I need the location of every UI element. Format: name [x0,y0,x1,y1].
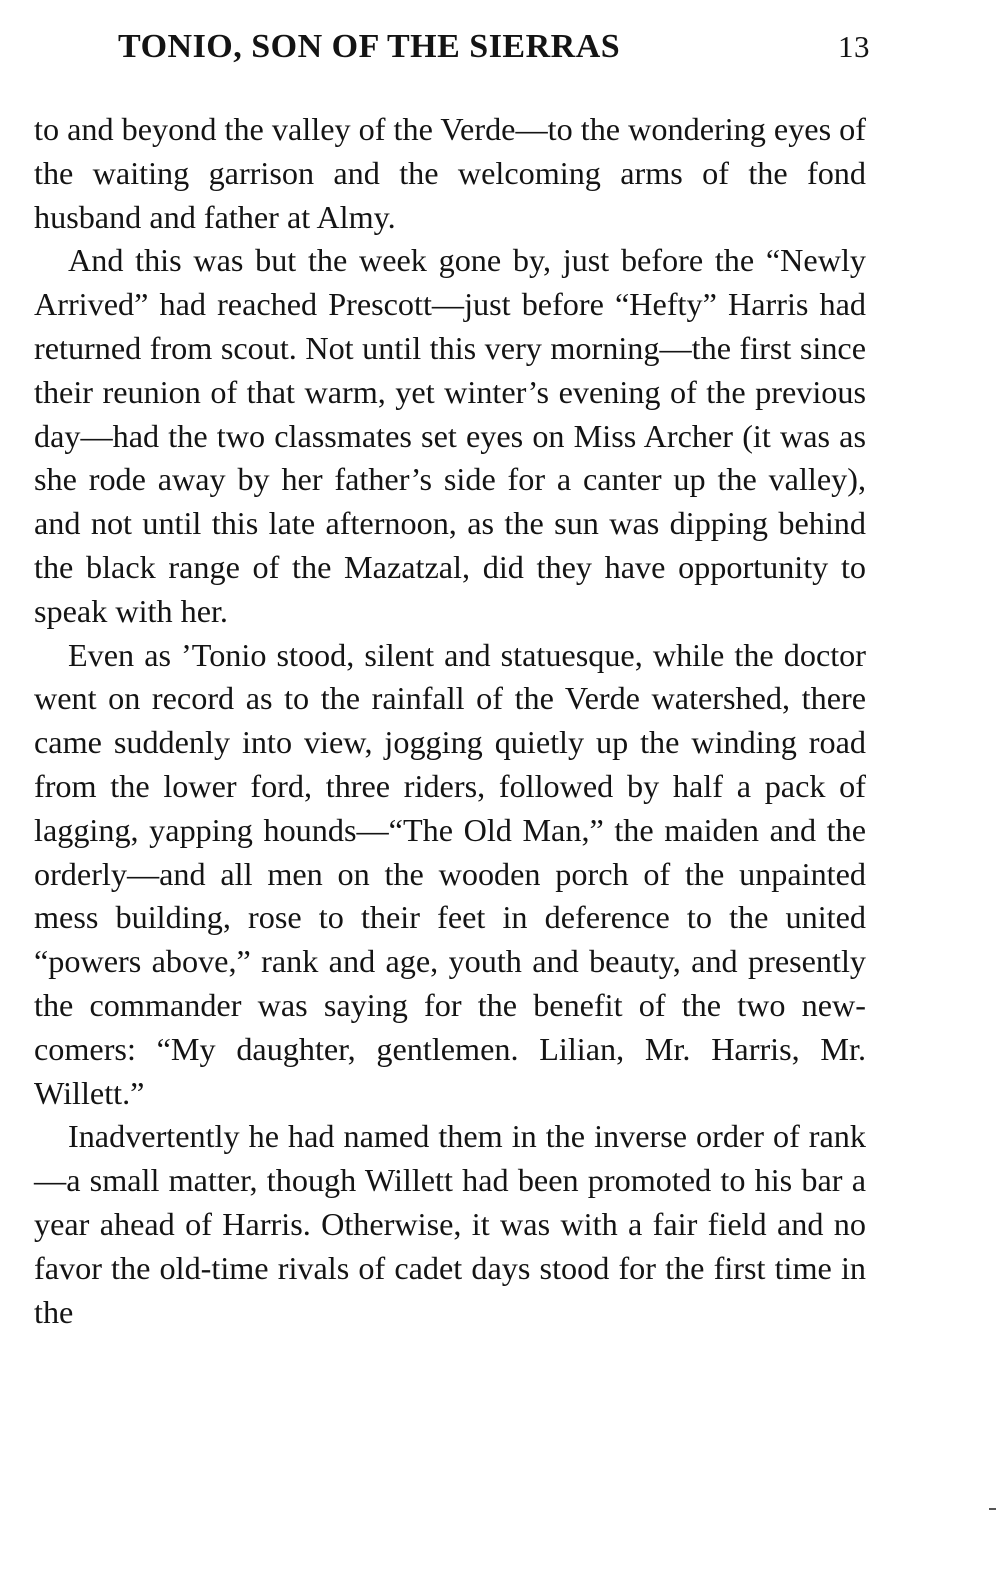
text-body [34,108,866,1334]
paragraph-1: to and beyond the valley of the Verde—to the wondering eyes of the waiting garrison and the welcoming arms of the fond husband and father at Almy. [34,111,866,235]
paragraph-3: Even as ’Tonio stood, silent and statuesque, while the doctor went on record as to the rainfall of the Verde watershed, there came suddenly into view, jogging quietly up the winding road from the lower ford, three riders, followed by half a pack of lagging, yapping hounds—“The Old Man,” the maiden and the orderly—and all men on the wooden porch of the unpainted mess building, rose to their feet in deference to the united “powers above,” rank and age, youth and beauty, and presently the commander was saying for the benefit of the two new-comers: “My daughter, gentlemen. Lilian, Mr. Harris, Mr. Willett.” [34,636,866,1111]
running-head [118,22,870,72]
running-head-title: TONIO, SON OF THE SIERRAS [118,28,621,65]
page-number: 13 [838,29,870,64]
paragraph-4: Inadvertently he had named them in the inverse order of rank—a small matter, though Willett had been promoted to his bar a year ahead of Harris. Otherwise, it was with a fair field and no favor the old-time rivals of cadet days stood for the first time in the [34,1118,866,1330]
paragraph-2: And this was but the week gone by, just before the “Newly Arrived” had reached Prescott—just before “Hefty” Harris had returned from scout. Not until this very morning—the first since their reunion of that warm, yet winter’s evening of the previous day—had the two classmates set eyes on Miss Archer (it was as she rode away by her father’s side for a canter up the valley), and not until this late afternoon, as the sun was dipping behind the black range of the Mazatzal, did they have opportunity to speak with her. [34,242,866,629]
margin-scan-mark [989,1508,996,1510]
